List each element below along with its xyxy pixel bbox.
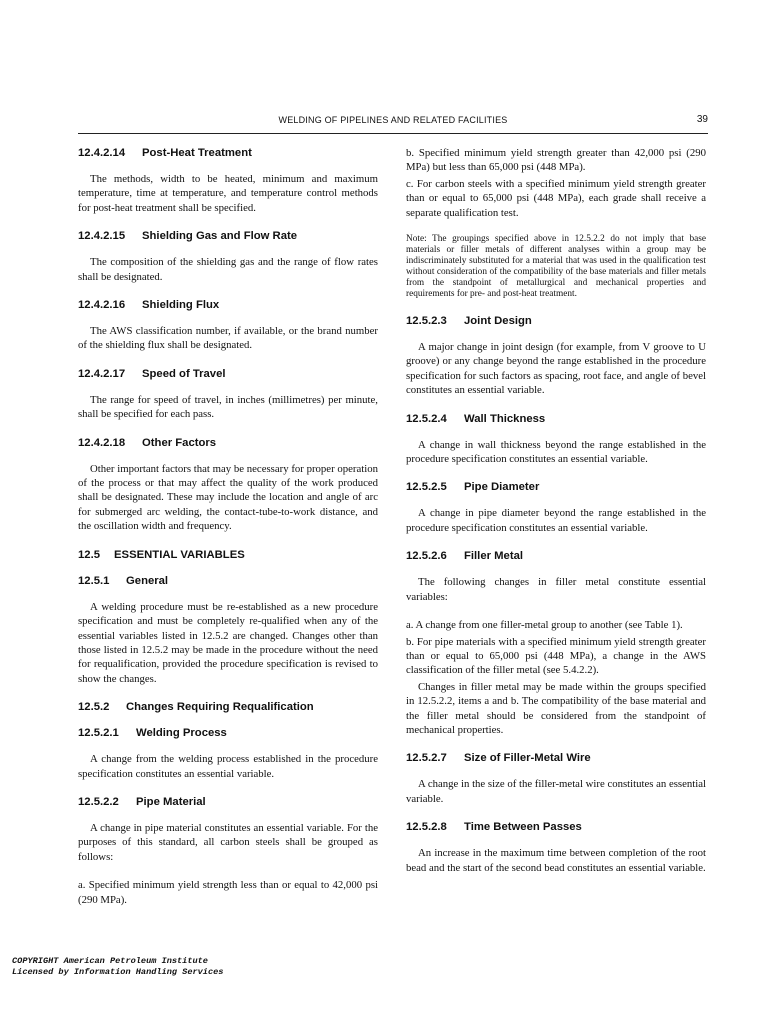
list-item: c. For carbon steels with a specified minimum yield strength greater than or equal to 65,000 psi (448 MPa), each grade shall receive a separate qualification test. — [406, 177, 706, 219]
section-number: 12.4.2.15 — [78, 230, 126, 243]
paragraph: A change in pipe material constitutes an essential variable. For the purposes of this standard, all carbon steels shall be grouped as follows: — [78, 821, 378, 863]
section-title: ESSENTIAL VARIABLES — [114, 548, 245, 561]
paragraph: A welding procedure must be re-established as a new procedure specification and must be completely re-qualified when any of the essential variables listed in 12.5.2 are changed. Changes other than those listed in 12.5.2 may be made in the procedure without the need for requalification, provided the procedure specification is revised to show the changes. — [78, 600, 378, 685]
section-title: Joint Design — [464, 315, 532, 328]
list-item: b. For pipe materials with a specified minimum yield strength greater than or equal to 65,000 psi (448 MPa), a change in the AWS classification of the filler metal (see 5.4.2.2). — [406, 635, 706, 677]
running-header — [78, 112, 708, 132]
paragraph: A change in pipe diameter beyond the range established in the procedure specification constitutes an essential variable. — [406, 507, 706, 534]
paragraph: Changes in filler metal may be made within the groups specified in 12.5.2.2, items a and b. The compatibility of the base material and the filler metal should be considered from the standpoint of mechanical properties. — [406, 680, 706, 736]
section-number: 12.5.1 — [78, 574, 110, 587]
footer-line: COPYRIGHT American Petroleum Institute — [12, 956, 208, 966]
paragraph: An increase in the maximum time between completion of the root bead and the start of the second bead constitutes an essential variable. — [406, 847, 706, 874]
note: Note: The groupings specified above in 12.5.2.2 do not imply that base materials or filler metals of different analyses within a group may be indiscriminately substituted for a material that was used in the qualification test without consideration of the compatibility of the base materials and filler metals from the standpoint of metallurgical and mechanical properties and requirements for pre- and post-heat treatment. — [406, 234, 706, 300]
section-number: 12.5.2.2 — [78, 795, 119, 808]
section-heading — [406, 314, 706, 329]
section-heading — [78, 548, 378, 563]
header-title: WELDING OF PIPELINES AND RELATED FACILITIES — [278, 115, 508, 125]
section-number: 12.5.2.4 — [406, 412, 447, 425]
section-heading — [78, 436, 378, 451]
paragraph: Other important factors that may be necessary for proper operation of the process or that may affect the quality of the work produced shall be designated. These may include the location and angle of arc for submerged arc welding, the contact-tube-to-work distance, and the oscillation width and frequency. — [78, 462, 378, 533]
section-title: Post-Heat Treatment — [142, 147, 252, 159]
right-column — [406, 146, 706, 889]
paragraph: A change in wall thickness beyond the range established in the procedure specification constitutes an essential variable. — [406, 438, 706, 466]
paragraph: The following changes in filler metal constitute essential variables: — [406, 576, 706, 603]
section-heading — [78, 795, 378, 810]
section-heading — [406, 820, 706, 835]
section-heading — [78, 146, 378, 161]
section-number: 12.5.2.3 — [406, 315, 447, 328]
section-title: Pipe Material — [136, 795, 206, 808]
section-heading — [78, 726, 378, 741]
footer-line: Licensed by Information Handling Services — [12, 967, 224, 977]
section-title: General — [126, 574, 169, 587]
paragraph: The AWS classification number, if available, or the brand number of the shielding flux shall be designated. — [78, 325, 378, 352]
section-title: Shielding Flux — [142, 299, 220, 312]
section-title: Size of Filler-Metal Wire — [464, 752, 591, 765]
section-number: 12.4.2.16 — [78, 299, 126, 312]
section-title: Shielding Gas and Flow Rate — [142, 230, 298, 243]
list-item: a. Specified minimum yield strength less than or equal to 42,000 psi (290 MPa). — [78, 879, 378, 906]
section-number: 12.4.2.18 — [78, 436, 126, 449]
section-number: 12.5.2.8 — [406, 821, 447, 834]
section-title: Other Factors — [142, 436, 217, 449]
section-title: Wall Thickness — [464, 412, 546, 425]
section-heading — [406, 549, 706, 564]
paragraph: The methods, width to be heated, minimum and maximum temperature, time at temperature, and temperature control methods for post-heat treatment shall be specified. — [78, 173, 378, 214]
page-number: 39 — [696, 114, 708, 125]
section-number: 12.5.2.5 — [406, 481, 447, 494]
section-number: 12.5.2.1 — [78, 727, 119, 740]
left-column — [78, 146, 378, 921]
section-number: 12.5.2.7 — [406, 752, 447, 765]
section-title: Changes Requiring Requalification — [126, 701, 314, 714]
list-item: a. A change from one filler-metal group to another (see Table 1). — [406, 619, 683, 632]
list-item: b. Specified minimum yield strength greater than 42,000 psi (290 MPa) but less than 65,000 psi (448 MPa). — [406, 147, 706, 174]
paragraph: The range for speed of travel, in inches (millimetres) per minute, shall be specified for each pass. — [78, 393, 378, 421]
section-heading — [406, 412, 706, 427]
section-heading — [406, 751, 706, 766]
header-rule — [78, 133, 708, 134]
section-heading — [78, 298, 378, 313]
section-number: 12.4.2.17 — [78, 367, 126, 380]
section-heading — [78, 367, 378, 382]
section-title: Time Between Passes — [464, 821, 582, 834]
section-heading — [78, 574, 378, 589]
section-number: 12.5 — [78, 548, 100, 561]
section-number: 12.4.2.14 — [78, 147, 126, 159]
section-title: Filler Metal — [464, 550, 524, 563]
paragraph: The composition of the shielding gas and the range of flow rates shall be designated. — [78, 256, 378, 283]
paragraph: A change from the welding process established in the procedure specification constitutes an essential variable. — [78, 753, 378, 780]
section-number: 12.5.2 — [78, 701, 110, 714]
section-title: Speed of Travel — [142, 367, 226, 380]
section-title: Pipe Diameter — [464, 481, 540, 494]
section-number: 12.5.2.6 — [406, 550, 447, 563]
section-heading — [78, 700, 378, 715]
section-heading — [78, 229, 378, 244]
section-title: Welding Process — [136, 727, 227, 740]
paragraph: A change in the size of the filler-metal wire constitutes an essential variable. — [406, 778, 706, 805]
paragraph: A major change in joint design (for example, from V groove to U groove) or any change beyond the range established in the procedure specification for such factors as spacing, root face, and angle of bevel constitutes an essential variable. — [406, 341, 706, 397]
section-heading — [406, 480, 706, 495]
copyright-footer — [12, 956, 223, 978]
